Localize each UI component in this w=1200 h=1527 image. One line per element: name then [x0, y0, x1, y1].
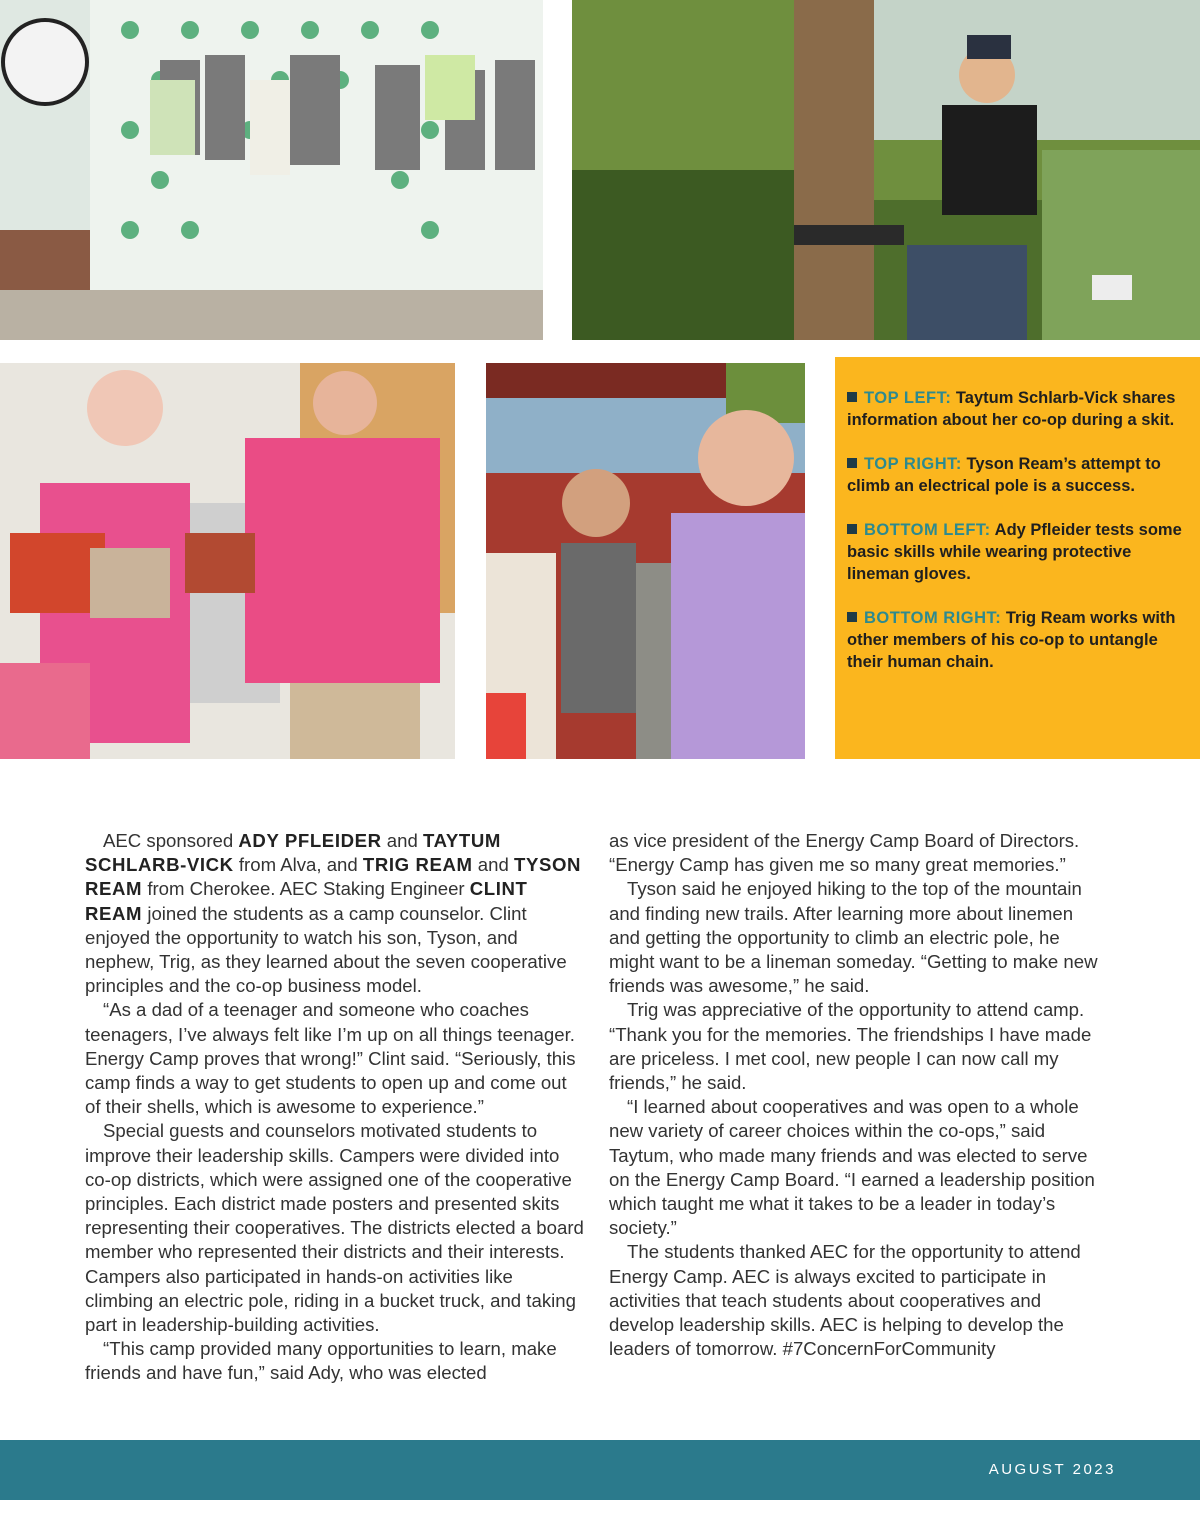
person-name: ADY PFLEIDER — [238, 830, 382, 851]
issue-date: AUGUST 2023 — [988, 1461, 1116, 1478]
caption-text: Tyson Ream’s attempt to climb an electrical pole is a success. — [847, 455, 1161, 495]
photo-caption-box — [835, 357, 1200, 759]
text-run: and — [381, 830, 423, 851]
article-column-right — [609, 829, 1109, 1361]
article-column-left — [85, 829, 585, 1386]
article-paragraph: “This camp provided many opportunities to learn, make friends and have fun,” said Ady, who was elected — [85, 1338, 557, 1384]
article-paragraph: Special guests and counselors motivated students to improve their leadership skills. Campers were divided into co-op districts, which were assigned one of the cooperative principles. Each district made posters and presented skits representing their cooperatives. The districts elected a board member who represented their districts and their interests. Campers also participated in hands-on activities like climbing an electric pole, riding in a bucket truck, and taking part in leadership-building activities. — [85, 1120, 584, 1336]
caption-label: BOTTOM LEFT: — [864, 521, 991, 539]
text-run: AEC sponsored — [103, 830, 239, 851]
photo-lineman-gloves — [0, 363, 455, 759]
text-run: joined the students as a camp counselor. Clint enjoyed the opportunity to watch his son, Tyson, and nephew, Trig, as they learned about the seven cooperative principles and the co-op business model. — [85, 902, 567, 997]
article-paragraph: The students thanked AEC for the opportunity to attend Energy Camp. AEC is always excited to participate in activities that teach students about cooperatives and develop leadership skills. AEC is helping to develop the leaders of tomorrow. #7ConcernForCommunity — [609, 1241, 1081, 1360]
footer-bar — [0, 1440, 1200, 1500]
caption-text: Taytum Schlarb-Vick shares information about her co-op during a skit. — [847, 389, 1176, 429]
bullet-square-icon — [847, 612, 857, 622]
text-run: from Alva, and — [233, 854, 363, 876]
text-run: and — [472, 854, 514, 876]
photo-human-chain — [486, 363, 805, 759]
article-paragraph: Tyson said he enjoyed hiking to the top of the mountain and finding new trails. After learning more about linemen and getting the opportunity to climb an electric pole, he might want to be a lineman someday. “Getting to make new friends was awesome,” he said. — [609, 878, 1098, 997]
caption-top-left — [847, 387, 1182, 431]
article-paragraph: “As a dad of a teenager and someone who coaches teenagers, I’ve always felt like I’m up on all things teenager. Energy Camp proves that wrong!” Clint said. “Seriously, this camp finds a way to get students to open up and come out of their shells, which is awesome to experience.” — [85, 999, 576, 1118]
person-name: TAYTUM SCHLARB-VICK — [85, 830, 501, 876]
bullet-square-icon — [847, 392, 857, 402]
bullet-square-icon — [847, 524, 857, 534]
caption-bottom-right — [847, 607, 1182, 673]
caption-label: BOTTOM RIGHT: — [864, 609, 1002, 627]
caption-label: TOP RIGHT: — [864, 455, 962, 473]
person-name: CLINT REAM — [85, 878, 528, 924]
person-name: TYSON REAM — [85, 854, 582, 900]
article-paragraph: “I learned about cooperatives and was open to a whole new variety of career choices within the co-ops,” said Taytum, who made many friends and was elected to serve on the Energy Camp Board. “I earned a leadership position which taught me what it takes to be a leader in today’s society.” — [609, 1096, 1095, 1239]
photo-skit — [0, 0, 543, 340]
person-name: TRIG REAM — [362, 854, 473, 876]
article-paragraph: as vice president of the Energy Camp Board of Directors. “Energy Camp has given me so many great memories.” — [609, 830, 1080, 876]
article-paragraph: Trig was appreciative of the opportunity to attend camp. “Thank you for the memories. The friendships I have made are priceless. I met cool, new people I can now call my friends,” he said. — [609, 999, 1092, 1094]
article-paragraph — [85, 829, 585, 998]
caption-label: TOP LEFT: — [864, 389, 952, 407]
photo-pole-climb — [572, 0, 1200, 340]
caption-top-right — [847, 453, 1182, 497]
text-run: from Cherokee. AEC Staking Engineer — [142, 878, 470, 900]
caption-text: Ady Pfleider tests some basic skills while wearing protective lineman gloves. — [847, 521, 1182, 583]
caption-bottom-left — [847, 519, 1182, 585]
caption-text: Trig Ream works with other members of his co-op to untangle their human chain. — [847, 609, 1176, 671]
bullet-square-icon — [847, 458, 857, 468]
